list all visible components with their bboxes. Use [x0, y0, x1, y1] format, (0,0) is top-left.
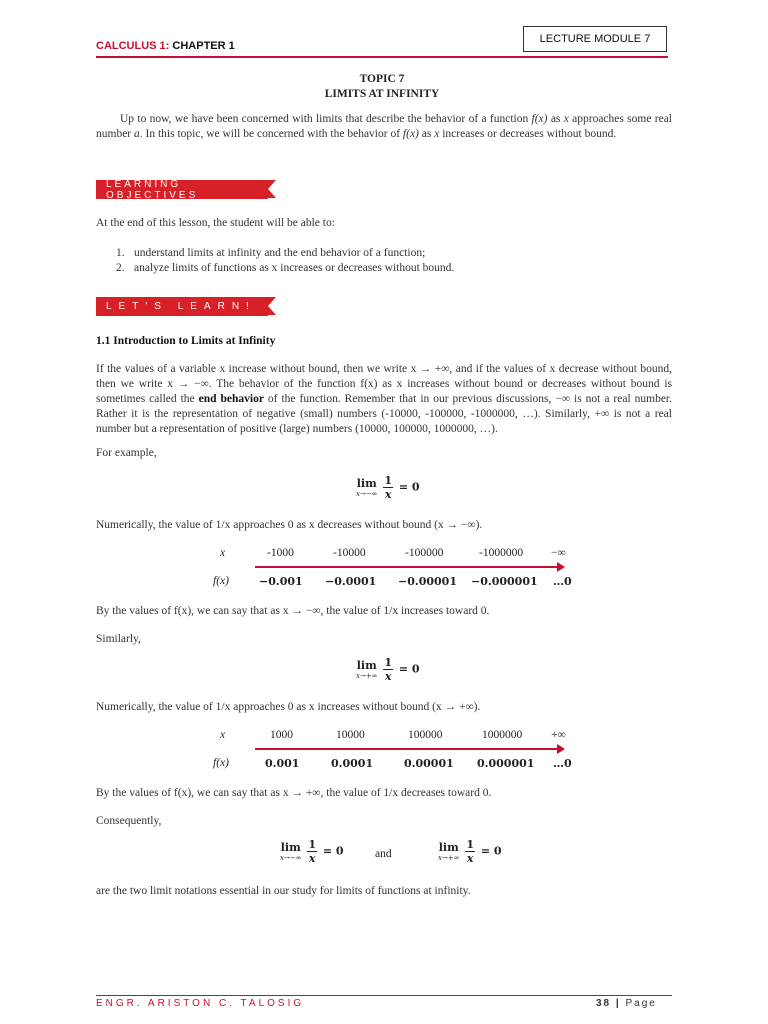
course-name: CALCULUS 1: — [96, 40, 170, 52]
equals-zero: = 0 — [322, 844, 344, 858]
numeric-neg-text: Numerically, the value of 1/x approaches 0 as x decreases without bound (x → −∞). — [96, 519, 483, 531]
intro-text-1: Up to now, we have been concerned with limits that describe the behavior of a function — [120, 113, 532, 125]
objective-text: analyze limits of functions as x increases or decreases without bound. — [134, 262, 455, 274]
limit-formula-pair-pos — [438, 838, 502, 865]
arrow-head-neg — [557, 562, 565, 572]
limit-formula-pos — [356, 656, 420, 683]
numeric-pos-conclusion: By the values of f(x), we can say that as x → +∞, the value of 1/x decreases toward 0. — [96, 787, 492, 799]
section-paragraph — [96, 362, 672, 437]
numerator: 1 — [384, 474, 393, 487]
fx-value: −0.00001 — [398, 575, 457, 588]
topic-title: LIMITS AT INFINITY — [324, 88, 440, 100]
intro-text-2: as — [547, 113, 564, 125]
fx-value: 0.001 — [265, 757, 300, 770]
learning-objectives-banner — [96, 180, 268, 199]
fx-value: 0.0001 — [331, 757, 374, 770]
lim-subscript: x→+∞ — [356, 672, 378, 680]
x-value: 10000 — [336, 729, 365, 741]
banner-tail — [268, 297, 276, 315]
intro-fx-2: f(x) — [402, 128, 419, 140]
lim-operator — [356, 477, 378, 498]
denominator: x — [308, 852, 316, 865]
objective-item-2 — [116, 261, 454, 276]
author-name: ENGR. ARISTON C. TALOSIG — [96, 998, 305, 1009]
lim-operator — [356, 659, 378, 680]
objective-number: 2. — [116, 262, 125, 274]
lim-subscript: x→−∞ — [280, 854, 302, 862]
fraction — [383, 656, 393, 683]
lim-operator — [438, 841, 460, 862]
arrow-line-pos — [255, 748, 559, 750]
fraction — [307, 838, 317, 865]
arrow-line-neg — [255, 566, 559, 568]
denominator: x — [466, 852, 474, 865]
lim-subscript: x→−∞ — [356, 490, 378, 498]
equals-zero: = 0 — [398, 480, 420, 494]
objective-text: understand limits at infinity and the end behavior of a function; — [134, 247, 426, 259]
page-separator: | — [611, 998, 626, 1009]
intro-x-2: x — [434, 128, 440, 140]
objective-item-1 — [116, 246, 425, 261]
objective-number: 1. — [116, 247, 125, 259]
x-value: 1000000 — [482, 729, 523, 741]
x-label: x — [220, 729, 226, 741]
lim-text: lim — [280, 841, 301, 854]
fx-value: −0.001 — [259, 575, 303, 588]
arrow-head-pos — [557, 744, 565, 754]
lim-text: lim — [356, 477, 377, 490]
x-value: -100000 — [405, 547, 444, 559]
fx-value: 0.000001 — [477, 757, 535, 770]
numerator: 1 — [384, 656, 393, 669]
numerator: 1 — [308, 838, 317, 851]
numeric-neg-conclusion: By the values of f(x), we can say that as x → −∞, the value of 1/x increases toward 0. — [96, 605, 490, 617]
x-label: x — [220, 547, 226, 559]
numeric-pos-text: Numerically, the value of 1/x approaches 0 as x increases without bound (x → +∞). — [96, 701, 481, 713]
intro-text-6: increases or decreases without bound. — [439, 128, 617, 140]
lets-learn-banner — [96, 297, 268, 316]
intro-x: x — [563, 113, 569, 125]
fx-value: −0.0001 — [325, 575, 377, 588]
objectives-lead: At the end of this lesson, the student will be able to: — [96, 217, 335, 229]
lim-text: lim — [438, 841, 459, 854]
numerator: 1 — [466, 838, 475, 851]
banner-label: LET'S LEARN! — [106, 301, 256, 312]
page-word: Page — [625, 998, 657, 1009]
chapter-label: CHAPTER 1 — [169, 40, 235, 52]
fx-value: 0.00001 — [404, 757, 454, 770]
course-chapter-header — [96, 40, 235, 52]
equals-zero: = 0 — [480, 844, 502, 858]
consequently-label: Consequently, — [96, 815, 162, 827]
limit-formula-pair-neg — [280, 838, 344, 865]
for-example-label: For example, — [96, 447, 157, 459]
x-value: -1000000 — [479, 547, 524, 559]
topic-number: TOPIC 7 — [359, 73, 405, 85]
fx-value: −0.000001 — [471, 575, 538, 588]
fx-label: f(x) — [213, 757, 229, 769]
x-value: 100000 — [408, 729, 443, 741]
page-num-value: 38 — [596, 998, 612, 1009]
footer-rule — [96, 995, 672, 996]
lim-subscript: x→+∞ — [438, 854, 460, 862]
lim-text: lim — [356, 659, 377, 672]
intro-text-4: . In this topic, we will be concerned with the behavior of — [139, 128, 403, 140]
intro-text-5: as — [418, 128, 435, 140]
equals-zero: = 0 — [398, 662, 420, 676]
x-value: −∞ — [551, 547, 566, 559]
limit-formula-neg — [356, 474, 420, 501]
x-value: -1000 — [267, 547, 294, 559]
section-text-b: of the function. Remember that in our previous discussions, −∞ is not a real number. Rather it is the representation of negative (small) numbers (-10000, -100000, -1000000, …). Similarly, +∞ is not a real number but a representation of positive (large) numbers (10000, 100000, 1000000, …). — [96, 393, 673, 435]
x-value: +∞ — [551, 729, 566, 741]
fx-value: …0 — [553, 575, 572, 588]
module-label: LECTURE MODULE 7 — [523, 26, 667, 52]
end-behavior-term: end behavior — [198, 393, 264, 405]
fx-value: …0 — [553, 757, 572, 770]
intro-a: a — [134, 128, 140, 140]
fx-label: f(x) — [213, 575, 229, 587]
x-value: 1000 — [270, 729, 293, 741]
section-heading: 1.1 Introduction to Limits at Infinity — [96, 335, 276, 347]
fraction — [383, 474, 393, 501]
intro-paragraph — [96, 112, 672, 142]
denominator: x — [384, 670, 392, 683]
intro-fx: f(x) — [531, 113, 548, 125]
section-text-a: If the values of a variable x increase without bound, then we write x → +∞, and if the values of x decrease without bound, then we write x → −∞. The behavior of the function f(x) as x increases without bound or decreases without bound is sometimes called the — [96, 363, 672, 405]
similarly-label: Similarly, — [96, 633, 141, 645]
and-word: and — [375, 848, 392, 860]
fraction — [465, 838, 475, 865]
x-value: -10000 — [333, 547, 366, 559]
intro-text-3: approaches some real number — [96, 113, 672, 140]
banner-label: LEARNING OBJECTIVES — [106, 178, 199, 201]
lim-operator — [280, 841, 302, 862]
closing-text: are the two limit notations essential in our study for limits of functions at infinity. — [96, 885, 471, 897]
header-rule — [96, 56, 668, 58]
denominator: x — [384, 488, 392, 501]
banner-tail — [268, 180, 276, 198]
page-number — [596, 998, 657, 1009]
